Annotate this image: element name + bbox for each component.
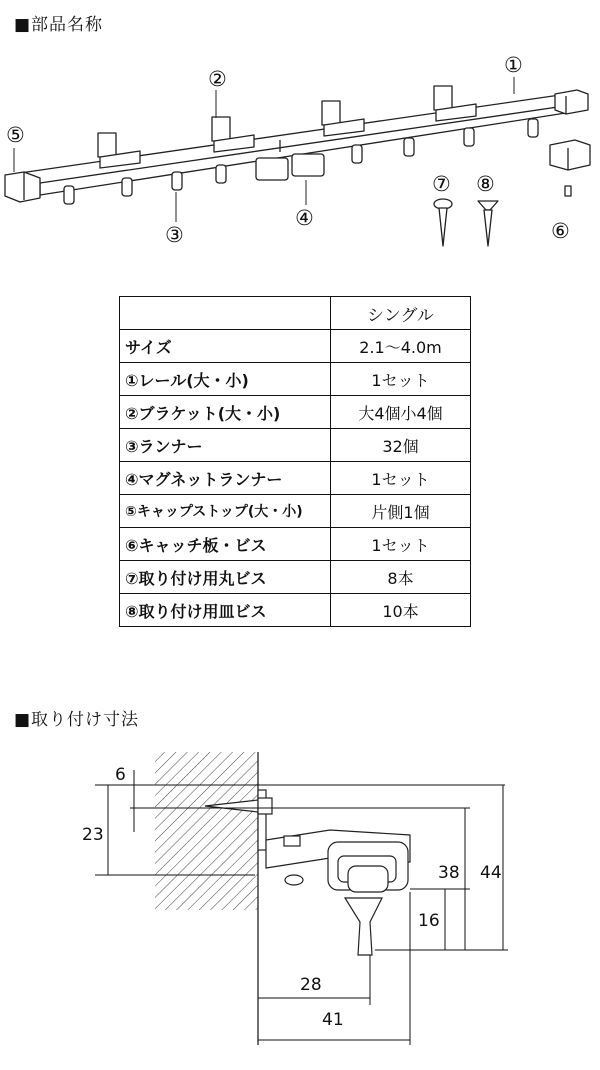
row-name: ⑦取り付け用丸ビス [120, 561, 331, 594]
runner-profile [345, 866, 388, 955]
row-name: ③ランナー [120, 429, 331, 462]
end-cap-right [555, 90, 588, 114]
row-name: ④マグネットランナー [120, 462, 331, 495]
magnet-runners [256, 154, 324, 180]
table-header-row [120, 297, 471, 330]
table-row [120, 495, 471, 528]
install-section-title: ■取り付け寸法 [14, 710, 140, 730]
header-single: シングル [331, 297, 471, 330]
row-value: 2.1～4.0m [331, 330, 471, 363]
dimension-labels [82, 765, 502, 1030]
row-value: 8本 [331, 561, 471, 594]
row-name: ②ブラケット(大・小) [120, 396, 331, 429]
wall [155, 752, 258, 910]
catch-plate [550, 140, 590, 196]
table-row [120, 396, 471, 429]
callout-1: ① [504, 53, 523, 77]
row-value: 32個 [331, 429, 471, 462]
row-name: ⑧取り付け用皿ビス [120, 594, 331, 627]
table-row [120, 594, 471, 627]
table-row [120, 429, 471, 462]
callout-4: ④ [295, 206, 314, 230]
installation-diagram [0, 740, 600, 1070]
table-row [120, 330, 471, 363]
table-row [120, 528, 471, 561]
dim-28: 28 [300, 975, 322, 995]
callout-2: ② [208, 67, 227, 91]
row-value: 片側1個 [331, 495, 471, 528]
screw-round [434, 199, 452, 246]
dim-38: 38 [438, 863, 460, 883]
row-value: 1セット [331, 462, 471, 495]
dim-16: 16 [418, 911, 440, 931]
row-name: ⑤キャップストップ(大・小) [120, 495, 331, 528]
table-row [120, 561, 471, 594]
parts-section-title: ■部品名称 [14, 15, 104, 35]
bracket-3 [322, 101, 364, 136]
end-cap-left [5, 172, 40, 202]
callout-7: ⑦ [432, 172, 451, 196]
row-name: サイズ [120, 330, 331, 363]
bracket-1 [98, 133, 140, 168]
dim-23: 23 [82, 825, 104, 845]
row-name: ①レール(大・小) [120, 363, 331, 396]
table-row [120, 363, 471, 396]
bracket-4 [434, 86, 476, 121]
row-value: 1セット [331, 363, 471, 396]
bracket-2 [212, 117, 254, 152]
dim-44: 44 [480, 863, 502, 883]
row-value: 10本 [331, 594, 471, 627]
parts-illustration [0, 40, 600, 260]
callout-5: ⑤ [6, 123, 25, 147]
row-name: ⑥キャッチ板・ビス [120, 528, 331, 561]
table-row [120, 462, 471, 495]
row-value: 1セット [331, 528, 471, 561]
spec-table [119, 296, 471, 627]
row-value: 大4個小4個 [331, 396, 471, 429]
callout-3: ③ [165, 223, 184, 247]
header-name-cell [120, 297, 331, 330]
dim-6: 6 [115, 765, 126, 785]
dim-41: 41 [322, 1010, 344, 1030]
callout-6: ⑥ [551, 219, 570, 243]
callout-8: ⑧ [476, 172, 495, 196]
screw-flat [478, 201, 498, 246]
